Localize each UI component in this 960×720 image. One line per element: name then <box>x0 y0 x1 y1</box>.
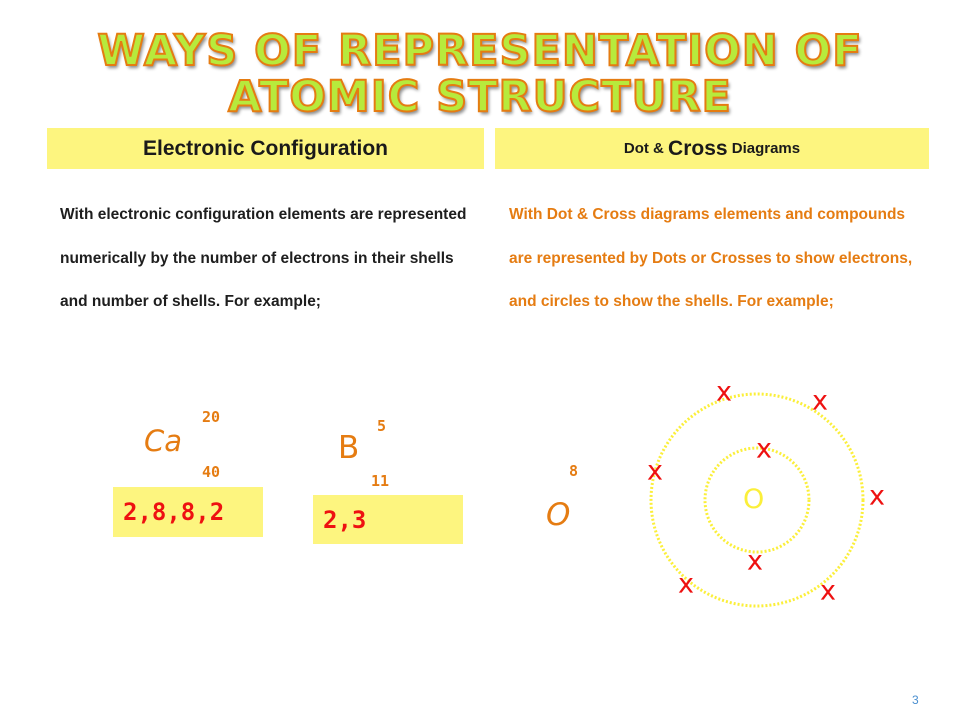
electron-cross-outer: x <box>716 376 732 408</box>
electron-cross-inner: x <box>756 433 772 465</box>
header-label-cross: Cross <box>668 136 728 160</box>
electronic-configuration-description: With electronic configuration elements are represented numerically by the number of electrons in their shells and number of shells. For example; <box>60 206 467 310</box>
header-label-part: Diagrams <box>727 140 801 157</box>
header-label: Electronic Configuration <box>142 136 388 160</box>
oxygen-nucleus-label: O <box>743 484 765 515</box>
electron-cross-inner: x <box>747 545 763 577</box>
boron-atomic-number: 5 <box>377 417 387 435</box>
page-number: 3 <box>912 693 919 707</box>
header-label-part: Dot & <box>623 140 669 157</box>
boron-symbol: B <box>338 430 360 466</box>
calcium-mass-number: 40 <box>202 463 221 481</box>
boron-configuration: 2,3 <box>323 505 367 534</box>
calcium-atomic-number: 20 <box>202 408 221 426</box>
electron-cross-outer: x <box>647 455 663 487</box>
electron-cross-outer: x <box>869 480 885 512</box>
electron-cross-outer: x <box>812 385 828 417</box>
calcium-configuration: 2,8,8,2 <box>123 498 225 526</box>
oxygen-symbol: O <box>546 497 571 533</box>
electron-cross-outer: x <box>678 568 694 600</box>
calcium-symbol: Ca <box>144 424 183 458</box>
dot-cross-description: With Dot & Cross diagrams elements and compounds are represented by Dots or Crosses to show electrons, and circles to show the shells. For example; <box>509 206 913 310</box>
oxygen-atomic-number: 8 <box>569 462 579 480</box>
slide-title: WAYS OF REPRESENTATION OF ATOMIC STRUCTURE <box>97 26 863 122</box>
electron-cross-outer: x <box>820 575 836 607</box>
boron-mass-number: 11 <box>371 472 390 490</box>
